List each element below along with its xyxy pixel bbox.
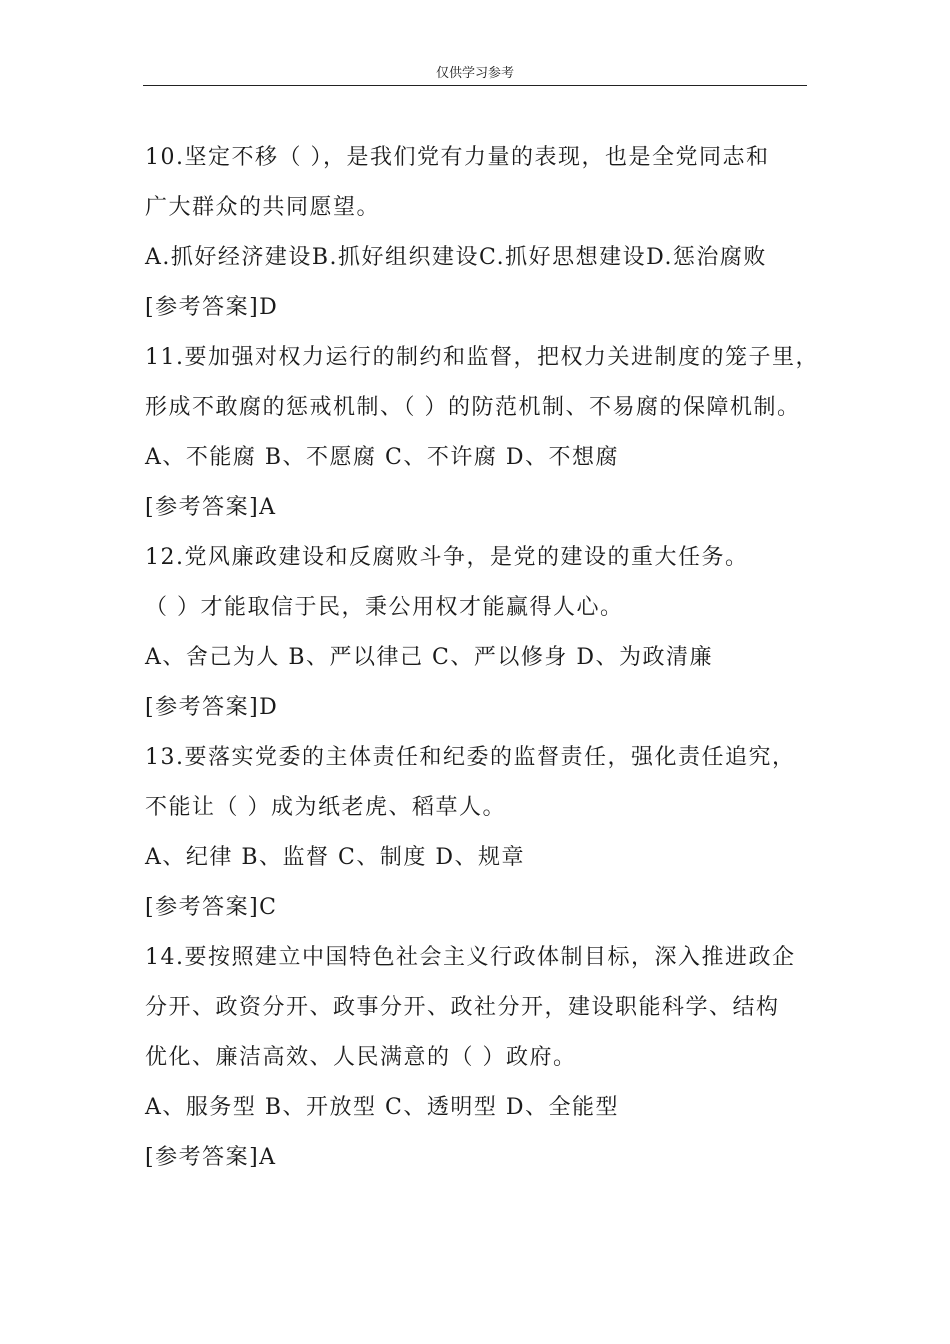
question-10-line-1: 10.坚定不移（ ），是我们党有力量的表现，也是全党同志和	[145, 145, 770, 170]
question-list	[145, 133, 825, 1183]
question-12-line-1: 12.党风廉政建设和反腐败斗争，是党的建设的重大任务。	[145, 545, 749, 570]
question-13-line-2: 不能让（ ）成为纸老虎、稻草人。	[145, 795, 506, 820]
question-14-options: A、服务型 B、开放型 C、透明型 D、全能型	[145, 1095, 620, 1120]
question-14-answer: [参考答案]A	[145, 1145, 277, 1170]
header-divider	[143, 85, 807, 86]
question-11-answer: [参考答案]A	[145, 495, 277, 520]
question-14-line-1: 14.要按照建立中国特色社会主义行政体制目标，深入推进政企	[145, 945, 796, 970]
question-12-line-2: （ ）才能取信于民，秉公用权才能赢得人心。	[145, 595, 624, 620]
question-13-options: A、纪律 B、监督 C、制度 D、规章	[145, 845, 526, 870]
question-11-options: A、不能腐 B、不愿腐 C、不许腐 D、不想腐	[145, 445, 620, 470]
question-14-line-3: 优化、廉洁高效、人民满意的（ ）政府。	[145, 1045, 577, 1070]
page-header: 仅供学习参考	[435, 66, 514, 81]
question-10-options: A.抓好经济建设B.抓好组织建设C.抓好思想建设D.惩治腐败	[145, 245, 767, 270]
question-13-line-1: 13.要落实党委的主体责任和纪委的监督责任，强化责任追究，	[145, 745, 796, 770]
question-12-answer: [参考答案]D	[145, 695, 279, 720]
question-14-line-2: 分开、政资分开、政事分开、政社分开，建设职能科学、结构	[145, 995, 780, 1020]
question-11-line-2: 形成不敢腐的惩戒机制、（ ）的防范机制、不易腐的保障机制。	[145, 395, 801, 420]
question-10-line-2: 广大群众的共同愿望。	[145, 195, 381, 220]
question-11-line-1: 11.要加强对权力运行的制约和监督，把权力关进制度的笼子里，	[145, 345, 819, 370]
question-10-answer: [参考答案]D	[145, 295, 279, 320]
question-13-answer: [参考答案]C	[145, 895, 278, 920]
question-12-options: A、舍己为人 B、严以律己 C、严以修身 D、为政清廉	[145, 645, 714, 670]
